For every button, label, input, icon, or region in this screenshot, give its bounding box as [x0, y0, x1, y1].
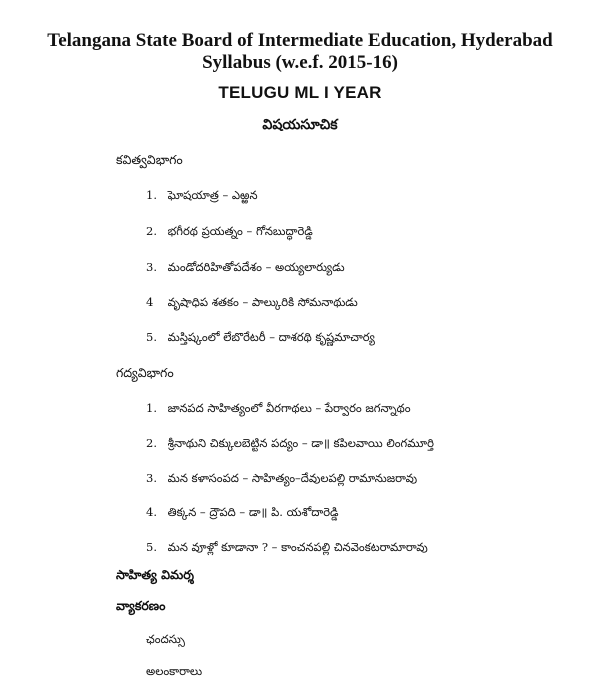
item-number: 2. — [146, 224, 157, 238]
item-text: మన కళాసంపద – సాహిత్యం–దేవులపల్లి రామానుజరావు — [167, 471, 418, 485]
section-criticism-title: సాహిత్య విమర్శ — [116, 567, 195, 582]
item-number: 3. — [146, 471, 157, 485]
list-item — [146, 662, 202, 680]
item-text: ఛందస్సు — [146, 632, 185, 646]
course-title: TELUGU ML I YEAR — [218, 83, 382, 102]
item-text: అలంకారాలు — [146, 664, 203, 678]
item-number: 3. — [146, 260, 157, 274]
item-number: 1. — [146, 401, 157, 415]
item-text: శ్రీనాథుని చిక్కులబెట్టిన పద్యం – డా॥ కపిలవాయి లింగమూర్తి — [167, 436, 434, 450]
list-item — [146, 186, 258, 204]
item-text: మన వూళ్లో కూడానా ? – కాంచనపల్లి చినవెంకటరామారావు — [167, 540, 428, 554]
list-item — [146, 399, 411, 417]
item-number: 4 — [146, 295, 154, 309]
list-item — [146, 538, 428, 556]
item-text: మండోదరిహితోపదేశం – అయ్యలార్యుడు — [167, 260, 345, 274]
item-text: ఘోషయాత్ర – ఎఱ్ఱన — [167, 188, 258, 202]
item-text: జానపద సాహిత్యంలో వీరగాథలు – పేర్వారం జగన్నాథం — [167, 401, 411, 415]
list-item — [146, 434, 434, 452]
item-number: 1. — [146, 188, 157, 202]
item-text: తిక్కన – ద్రౌపది – డా॥ పి. యశోదారెడ్డి — [167, 505, 339, 519]
item-text: మస్తిష్కంలో లేబొరేటరీ – దాశరథి కృష్ణమాచార్య — [167, 330, 375, 344]
section-grammar-title: వ్యాకరణం — [116, 598, 166, 613]
board-title: Telangana State Board of Intermediate Education, Hyderabad — [47, 30, 553, 51]
contents-heading: విషయసూచిక — [262, 117, 338, 133]
section-prose-title: గద్యవిభాగం — [116, 365, 174, 380]
item-number: 4. — [146, 505, 157, 519]
item-text: భగీరథ ప్రయత్నం – గోనబుద్ధారెడ్డి — [167, 224, 313, 238]
list-item — [146, 503, 339, 521]
item-number: 2. — [146, 436, 157, 450]
list-item — [146, 630, 185, 648]
section-poetry-title: కవిత్వవిభాగం — [116, 152, 183, 167]
list-item — [146, 222, 313, 240]
item-number: 5. — [146, 540, 157, 554]
list-item — [146, 293, 358, 311]
list-item — [146, 258, 345, 276]
item-text: వృషాధిప శతకం – పాల్కురికి సోమనాథుడు — [167, 295, 358, 309]
list-item — [146, 469, 417, 487]
list-item — [146, 328, 375, 346]
syllabus-year: Syllabus (w.e.f. 2015-16) — [202, 52, 398, 73]
item-number: 5. — [146, 330, 157, 344]
